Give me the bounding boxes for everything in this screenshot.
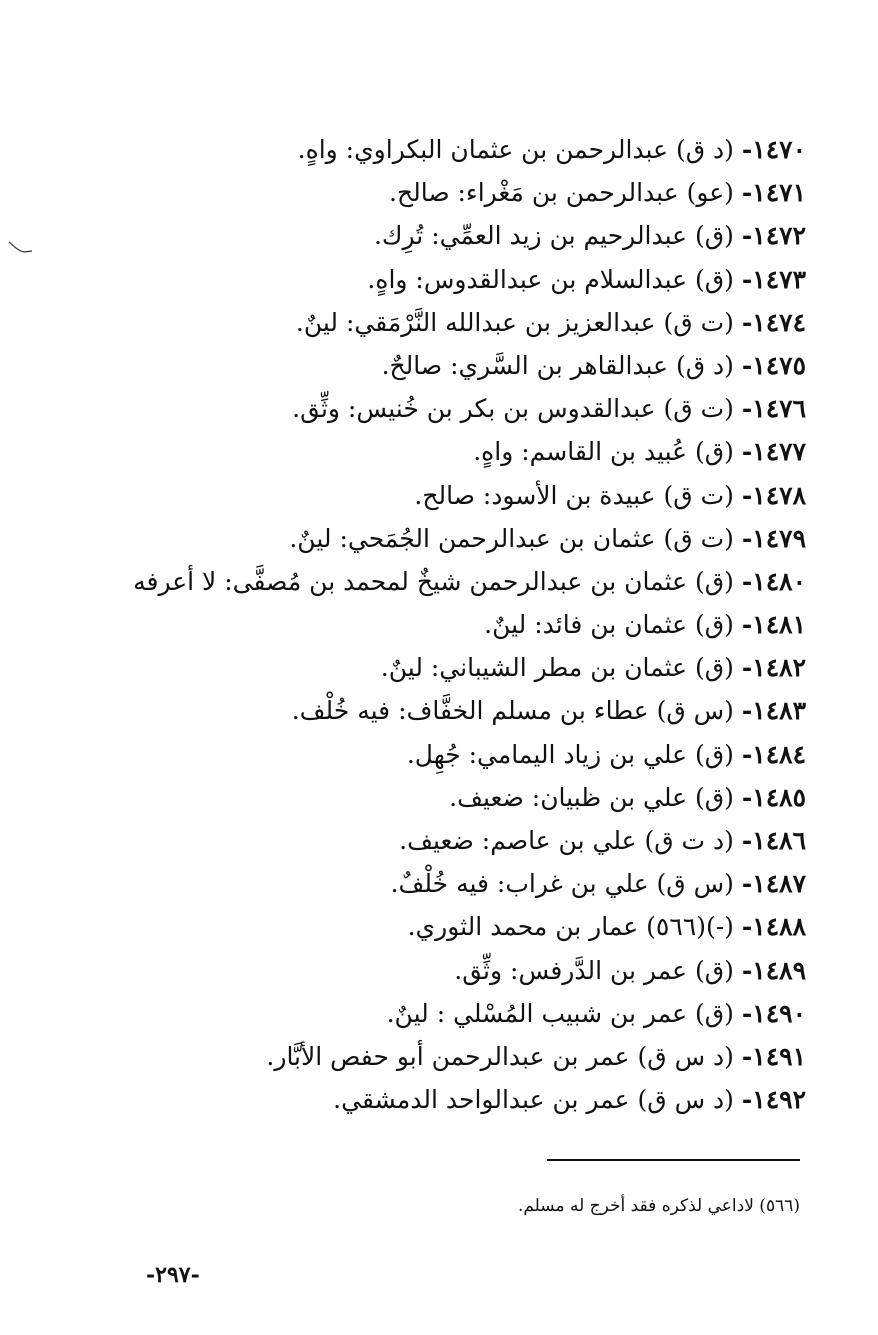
narrator-entry [46, 689, 806, 732]
entry-number: ١٤٩١- [741, 1041, 806, 1071]
entry-text: (د ق) عبدالرحمن بن عثمان البكراوي: واهٍ. [297, 135, 734, 164]
narrator-entry [46, 646, 806, 689]
entry-number: ١٤٧١- [741, 178, 806, 208]
entry-number: ١٤٨٣- [741, 696, 806, 726]
narrator-entry [46, 128, 806, 171]
entry-text: (د ت ق) علي بن عاصم: ضعيف. [399, 826, 734, 855]
entry-text: (ق) عمر بن شبيب المُسْلي : لينٌ. [386, 998, 734, 1028]
entry-text: (س ق) عطاء بن مسلم الخفَّاف: فيه خُلْف. [291, 696, 734, 726]
entry-number: ١٤٨٥- [741, 782, 806, 812]
narrator-entry [46, 258, 806, 301]
narrator-entry [46, 430, 806, 473]
entry-number: ١٤٩٢- [741, 1085, 806, 1115]
entry-text: (ت ق) عبدالعزيز بن عبدالله النَّرْمَقي: لينٌ. [295, 307, 734, 337]
entry-text: (عو) عبدالرحمن بن مَغْراء: صالح. [389, 178, 734, 208]
entry-text: (ق) عثمان بن فائد: لينٌ. [484, 610, 734, 640]
entry-number: ١٤٨٨- [741, 912, 806, 942]
entry-text: (ق) عمر بن الدَّرفس: وثِّق. [454, 955, 734, 985]
entry-text: (ت ق) عبدالقدوس بن بكر بن خُنيس: وثِّق. [292, 394, 734, 424]
narrator-entry [46, 819, 806, 862]
entry-number: ١٤٧٢- [741, 221, 806, 251]
footnote: (٥٦٦) لاداعي لذكره فقد أخرج له مسلم. [517, 1196, 800, 1216]
entry-text: (د س ق) عمر بن عبدالواحد الدمشقي. [333, 1085, 734, 1115]
narrator-entry [46, 214, 806, 257]
entry-text: (ت ق) عبيدة بن الأسود: صالح. [414, 480, 734, 510]
entry-number: ١٤٧٥- [741, 350, 806, 380]
entry-number: ١٤٧٧- [741, 437, 806, 467]
narrator-entry [46, 905, 806, 948]
narrator-entry-list [46, 128, 806, 1121]
narrator-entry [46, 1035, 806, 1078]
narrator-entry [46, 1078, 806, 1121]
entry-text: (ق) عثمان بن مطر الشيباني: لينٌ. [380, 653, 734, 683]
entry-number: ١٤٨٠- [741, 566, 806, 596]
entry-number: ١٤٧٩- [741, 523, 806, 553]
entry-number: ١٤٧٤- [741, 307, 806, 337]
entry-text: (ت ق) عثمان بن عبدالرحمن الجُمَحي: لينٌ. [289, 523, 734, 553]
entry-number: ١٤٨٤- [741, 739, 806, 769]
entry-number: ١٤٧٦- [741, 394, 806, 424]
entry-number: ١٤٧٠- [741, 135, 806, 164]
narrator-entry [46, 171, 806, 214]
narrator-entry [46, 474, 806, 517]
narrator-entry [46, 949, 806, 992]
entry-text: (د س ق) عمر بن عبدالرحمن أبو حفص الأبَّار. [266, 1041, 734, 1071]
entry-number: ١٤٧٨- [741, 480, 806, 510]
entry-text: (ق) علي بن ظبيان: ضعيف. [449, 782, 734, 812]
entry-text: (س ق) علي بن غراب: فيه خُلْفٌ. [390, 869, 734, 899]
narrator-entry [46, 560, 806, 603]
narrator-entry [46, 862, 806, 905]
narrator-entry [46, 776, 806, 819]
narrator-entry [46, 387, 806, 430]
entry-text: (د ق) عبدالقاهر بن السَّري: صالحٌ. [381, 350, 734, 380]
entry-number: ١٤٨٩- [741, 955, 806, 985]
entry-text: (ق) عُبيد بن القاسم: واهٍ. [473, 437, 734, 467]
entry-number: ١٤٩٠- [741, 998, 806, 1028]
entry-number: ١٤٨١- [741, 610, 806, 640]
entry-number: ١٤٨٢- [741, 653, 806, 683]
entry-text: (-)(٥٦٦) عمار بن محمد الثوري. [407, 912, 734, 942]
entry-number: ١٤٨٧- [741, 869, 806, 899]
narrator-entry [46, 301, 806, 344]
entry-text: (ق) علي بن زياد اليمامي: جُهِل. [406, 739, 734, 769]
entry-text: (ق) عبدالسلام بن عبدالقدوس: واهٍ. [367, 264, 734, 294]
narrator-entry [46, 733, 806, 776]
narrator-entry [46, 344, 806, 387]
footnote-divider [547, 1159, 800, 1161]
narrator-entry [46, 992, 806, 1035]
narrator-entry [46, 517, 806, 560]
entry-text: (ق) عثمان بن عبدالرحمن شيخٌ لمحمد بن مُصفَّى: لا أعرفه [133, 566, 734, 596]
entry-number: ١٤٧٣- [741, 264, 806, 294]
margin-pen-mark [8, 240, 34, 256]
entry-text: (ق) عبدالرحيم بن زيد العمِّي: تُرِك. [373, 221, 734, 251]
entry-number: ١٤٨٦- [741, 826, 806, 855]
narrator-entry [46, 603, 806, 646]
page-number: -٢٩٧- [146, 1262, 200, 1288]
